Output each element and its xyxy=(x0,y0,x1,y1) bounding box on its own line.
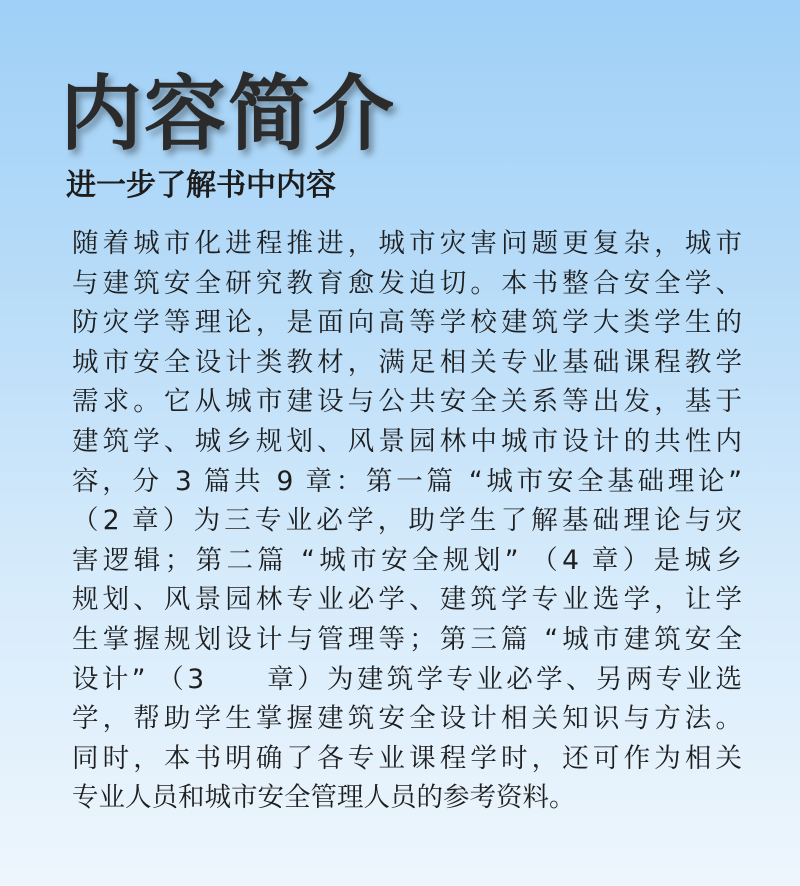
paragraph-line: 专业人员和城市安全管理人员的参考资料。 xyxy=(72,782,576,814)
page-title: 内容简介 xyxy=(60,67,397,162)
intro-paragraph xyxy=(72,224,742,818)
paragraph-line: 规划、风景园林专业必学、建筑学专业选学，让学 xyxy=(72,584,742,616)
paragraph-line: 城市安全设计类教材，满足相关专业基础课程教学 xyxy=(72,346,742,378)
paragraph-line: 需求。它从城市建设与公共安全关系等出发，基于 xyxy=(72,386,742,418)
paragraph-line: 容，分 3 篇共 9 章：第一篇 “城市安全基础理论” xyxy=(72,465,742,497)
paragraph-line: 设计” （3 章）为建筑学专业必学、另两专业选 xyxy=(72,663,742,695)
paragraph-line: 害逻辑；第二篇 “城市安全规划” （4 章）是城乡 xyxy=(72,544,742,576)
paragraph-line: 生掌握规划设计与管理等；第三篇 “城市建筑安全 xyxy=(72,623,742,655)
paragraph-line: （2 章）为三专业必学，助学生了解基础理论与灾 xyxy=(72,505,742,537)
paragraph-line: 建筑学、城乡规划、风景园林中城市设计的共性内 xyxy=(72,425,742,457)
paragraph-line: 防灾学等理论，是面向高等学校建筑学大类学生的 xyxy=(72,307,742,339)
page-subtitle: 进一步了解书中内容 xyxy=(66,168,336,203)
paragraph-line: 随着城市化进程推进，城市灾害问题更复杂，城市 xyxy=(72,228,742,259)
paragraph-line: 学，帮助学生掌握建筑安全设计相关知识与方法。 xyxy=(72,703,742,735)
paragraph-line: 与建筑安全研究教育愈发迫切。本书整合安全学、 xyxy=(72,267,742,299)
paragraph-line: 同时，本书明确了各专业课程学时，还可作为相关 xyxy=(72,742,742,774)
